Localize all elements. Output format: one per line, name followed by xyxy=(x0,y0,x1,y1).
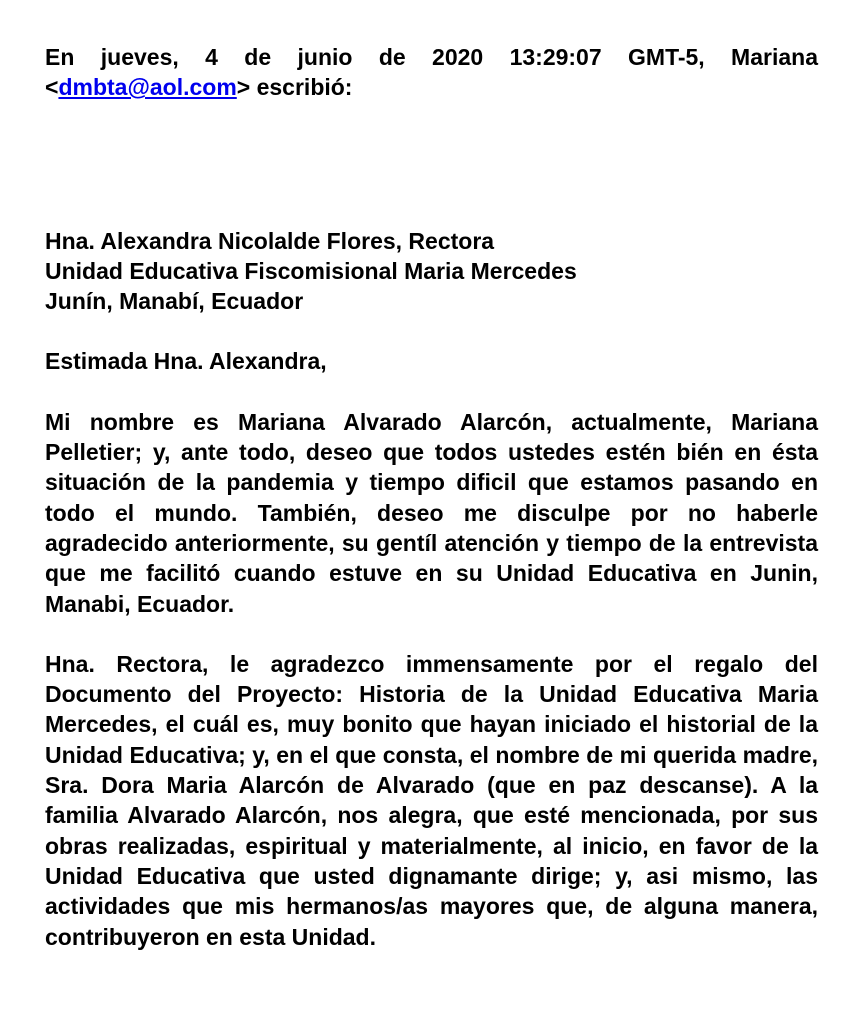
email-header-suffix: > escribió: xyxy=(236,74,353,101)
email-header-prefix: En jueves, 4 de junio de 2020 13:29:07 GMT-5, Mariana < xyxy=(45,44,818,101)
greeting: Estimada Hna. Alexandra, xyxy=(45,348,327,375)
email-header xyxy=(45,42,818,103)
recipient-location-line: Junín, Manabí, Ecuador xyxy=(45,288,304,315)
recipient-name-line: Hna. Alexandra Nicolalde Flores, Rectora xyxy=(45,227,495,254)
email-document xyxy=(45,42,818,952)
body-paragraph-2: Hna. Rectora, le agradezco immensamente por el regalo del Documento del Proyecto: Historia de la Unidad Educativa Maria Mercedes, el cuál es, muy bonito que hayan iniciado el historial de la Unidad Educativa; y, en el que consta, el nombre de mi querida madre, Sra. Dora Maria Alarcón de Alvarado (que en paz descanse). A la familia Alvarado Alarcón, nos alegra, que esté mencionada, por sus obras realizadas, espiritual y materialmente, al inicio, en favor de la Unidad Educativa que usted dignamante dirige; y, asi mismo, las actividades que mis hermanos/as mayores que, de alguna manera, contribuyeron en esta Unidad. xyxy=(45,650,818,950)
body-paragraph-1: Mi nombre es Mariana Alvarado Alarcón, actualmente, Mariana Pelletier; y, ante todo, deseo que todos ustedes estén bién en ésta situación de la pandemia y tiempo dificil que estamos pasando en todo el mundo. También, deseo me disculpe por no haberle agradecido anteriormente, su gentíl atención y tiempo de la entrevista que me facilitó cuando estuve en su Unidad Educativa en Junin, Manabi, Ecuador. xyxy=(45,408,818,617)
recipient-institution-line: Unidad Educativa Fiscomisional Maria Mercedes xyxy=(45,257,577,284)
recipient-address-block xyxy=(45,226,818,317)
sender-email-link[interactable]: dmbta@aol.com xyxy=(58,74,237,101)
